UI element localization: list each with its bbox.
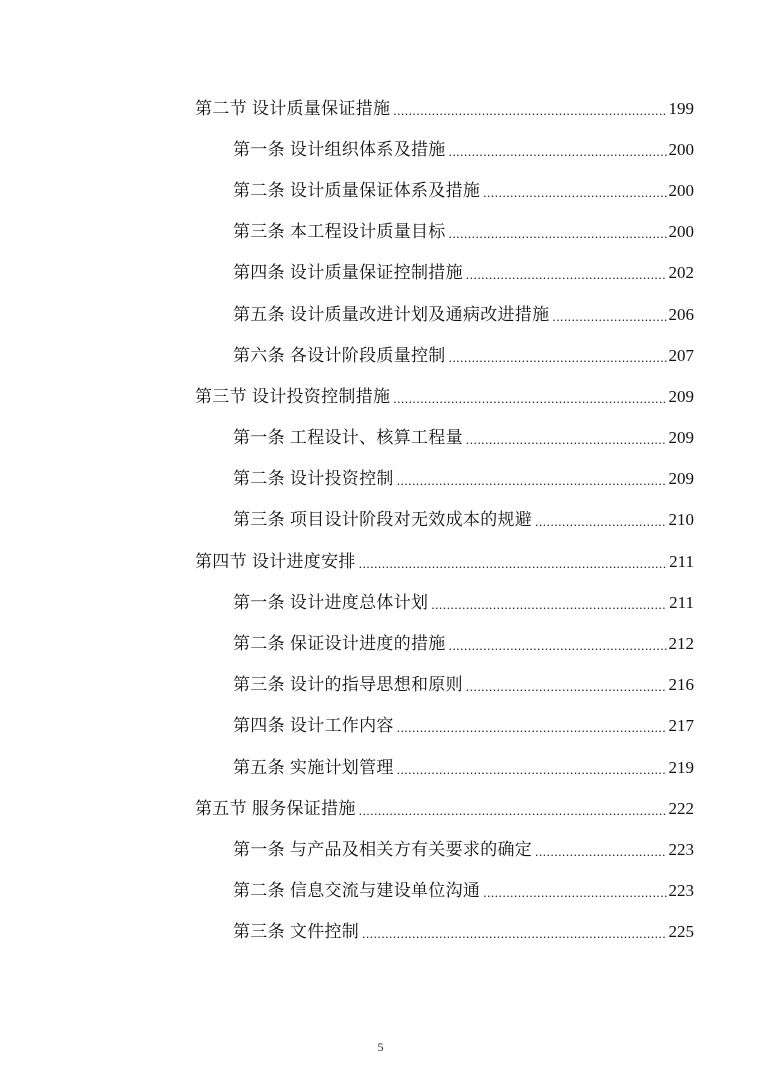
toc-entry-label: 第三条	[233, 510, 285, 531]
toc-entry-article[interactable]	[0, 253, 761, 294]
toc-entry-article[interactable]	[0, 747, 761, 788]
toc-entry-title: 实施计划管理	[289, 757, 394, 778]
toc-entry-article[interactable]	[0, 623, 761, 664]
toc-entry-title: 设计投资控制	[289, 469, 394, 490]
toc-entry-text	[233, 881, 480, 901]
toc-page-number: 216	[668, 675, 694, 695]
toc-entry-label: 第一条	[233, 428, 285, 449]
toc-entry-label: 第三条	[233, 922, 285, 943]
toc-entry-text	[233, 510, 532, 530]
toc-entry-text	[233, 675, 463, 695]
toc-entry-title: 各设计阶段质量控制	[289, 345, 446, 366]
toc-entry-label: 第四条	[233, 263, 285, 284]
toc-entry-title: 本工程设计质量目标	[289, 222, 446, 243]
toc-page-number: 200	[668, 222, 694, 242]
toc-entry-label: 第六条	[233, 345, 285, 366]
toc-entry-text	[233, 222, 446, 242]
table-of-contents	[0, 88, 761, 953]
dot-leader	[466, 430, 667, 450]
toc-entry-article[interactable]	[0, 212, 761, 253]
toc-entry-section[interactable]	[0, 541, 761, 582]
toc-entry-title: 文件控制	[289, 922, 360, 943]
toc-entry-text	[233, 593, 428, 613]
toc-entry-text	[233, 922, 359, 942]
toc-page-number: 209	[668, 386, 694, 406]
toc-entry-text	[233, 469, 394, 489]
toc-page-number: 206	[668, 304, 694, 324]
toc-entry-article[interactable]	[0, 335, 761, 376]
toc-entry-text	[195, 387, 390, 407]
toc-entry-label: 第二条	[233, 180, 285, 201]
toc-entry-label: 第一条	[233, 839, 285, 860]
toc-entry-title: 项目设计阶段对无效成本的规避	[289, 510, 533, 531]
toc-entry-article[interactable]	[0, 912, 761, 953]
toc-entry-text	[195, 552, 356, 572]
toc-entry-article[interactable]	[0, 170, 761, 211]
toc-page-number: 209	[668, 428, 694, 448]
dot-leader	[362, 924, 666, 944]
dot-leader	[466, 677, 667, 697]
toc-page-number: 211	[669, 551, 694, 571]
dot-leader	[393, 389, 666, 409]
toc-entry-title: 信息交流与建设单位沟通	[289, 881, 481, 902]
dot-leader	[359, 554, 667, 574]
toc-entry-article[interactable]	[0, 129, 761, 170]
toc-page-number: 200	[668, 180, 694, 200]
toc-entry-title: 设计组织体系及措施	[289, 139, 446, 160]
toc-page-number: 199	[668, 98, 694, 118]
toc-page-number: 219	[668, 757, 694, 777]
dot-leader	[431, 595, 667, 615]
toc-entry-title: 设计进度安排	[251, 551, 356, 572]
toc-page-number: 207	[668, 345, 694, 365]
toc-entry-article[interactable]	[0, 665, 761, 706]
dot-leader	[397, 718, 667, 738]
toc-entry-text	[233, 346, 446, 366]
toc-entry-section[interactable]	[0, 376, 761, 417]
toc-entry-text	[195, 799, 356, 819]
toc-page-number: 223	[668, 839, 694, 859]
toc-entry-text	[233, 716, 394, 736]
dot-leader	[552, 307, 666, 327]
toc-entry-article[interactable]	[0, 871, 761, 912]
toc-page-number: 223	[668, 881, 694, 901]
dot-leader	[449, 348, 667, 368]
toc-entry-label: 第二条	[233, 634, 285, 655]
toc-entry-title: 设计质量保证控制措施	[289, 263, 463, 284]
toc-entry-article[interactable]	[0, 500, 761, 541]
toc-entry-text	[233, 634, 446, 654]
toc-entry-title: 设计投资控制措施	[251, 386, 391, 407]
toc-entry-title: 设计的指导思想和原则	[289, 675, 463, 696]
toc-entry-article[interactable]	[0, 294, 761, 335]
toc-entry-title: 设计质量保证措施	[251, 98, 391, 119]
toc-entry-label: 第五节	[195, 798, 247, 819]
toc-entry-text	[233, 181, 480, 201]
dot-leader	[535, 842, 666, 862]
dot-leader	[483, 883, 666, 903]
toc-entry-section[interactable]	[0, 788, 761, 829]
toc-page-number: 212	[668, 634, 694, 654]
toc-entry-article[interactable]	[0, 459, 761, 500]
toc-entry-title: 设计质量保证体系及措施	[289, 180, 481, 201]
toc-entry-title: 服务保证措施	[251, 798, 356, 819]
toc-page-number: 225	[668, 922, 694, 942]
toc-entry-label: 第四节	[195, 551, 247, 572]
toc-entry-text	[233, 758, 394, 778]
dot-leader	[397, 471, 667, 491]
toc-entry-article[interactable]	[0, 706, 761, 747]
toc-entry-text	[233, 840, 532, 860]
toc-entry-title: 设计进度总体计划	[289, 592, 429, 613]
toc-entry-label: 第一条	[233, 592, 285, 613]
toc-entry-label: 第三节	[195, 386, 247, 407]
toc-entry-title: 保证设计进度的措施	[289, 634, 446, 655]
dot-leader	[466, 265, 667, 285]
dot-leader	[535, 512, 666, 532]
toc-entry-text	[233, 305, 549, 325]
toc-entry-article[interactable]	[0, 582, 761, 623]
toc-page-number: 211	[669, 592, 694, 612]
dot-leader	[449, 142, 667, 162]
toc-page-number: 209	[668, 469, 694, 489]
dot-leader	[449, 636, 667, 656]
dot-leader	[483, 183, 666, 203]
toc-entry-title: 设计工作内容	[289, 716, 394, 737]
toc-entry-article[interactable]	[0, 829, 761, 870]
toc-entry-label: 第五条	[233, 757, 285, 778]
toc-entry-title: 设计质量改进计划及通病改进措施	[289, 304, 550, 325]
toc-entry-label: 第三条	[233, 222, 285, 243]
toc-entry-label: 第二条	[233, 469, 285, 490]
toc-entry-label: 第二条	[233, 881, 285, 902]
toc-entry-label: 第三条	[233, 675, 285, 696]
toc-entry-title: 工程设计、核算工程量	[289, 428, 463, 449]
page-number: 5	[377, 1040, 384, 1054]
toc-entry-text	[233, 140, 446, 160]
toc-entry-label: 第二节	[195, 98, 247, 119]
toc-page-number: 210	[668, 510, 694, 530]
toc-entry-label: 第四条	[233, 716, 285, 737]
toc-entry-label: 第一条	[233, 139, 285, 160]
toc-page-number: 202	[668, 263, 694, 283]
toc-page-number: 222	[668, 798, 694, 818]
toc-page-number: 217	[668, 716, 694, 736]
toc-entry-text	[233, 263, 463, 283]
toc-entry-label: 第五条	[233, 304, 285, 325]
toc-entry-section[interactable]	[0, 88, 761, 129]
dot-leader	[359, 801, 667, 821]
toc-entry-text	[233, 428, 463, 448]
toc-entry-article[interactable]	[0, 418, 761, 459]
toc-entry-text	[195, 99, 390, 119]
dot-leader	[449, 224, 667, 244]
toc-page-number: 200	[668, 139, 694, 159]
dot-leader	[397, 760, 667, 780]
toc-entry-title: 与产品及相关方有关要求的确定	[289, 839, 533, 860]
dot-leader	[393, 101, 666, 121]
